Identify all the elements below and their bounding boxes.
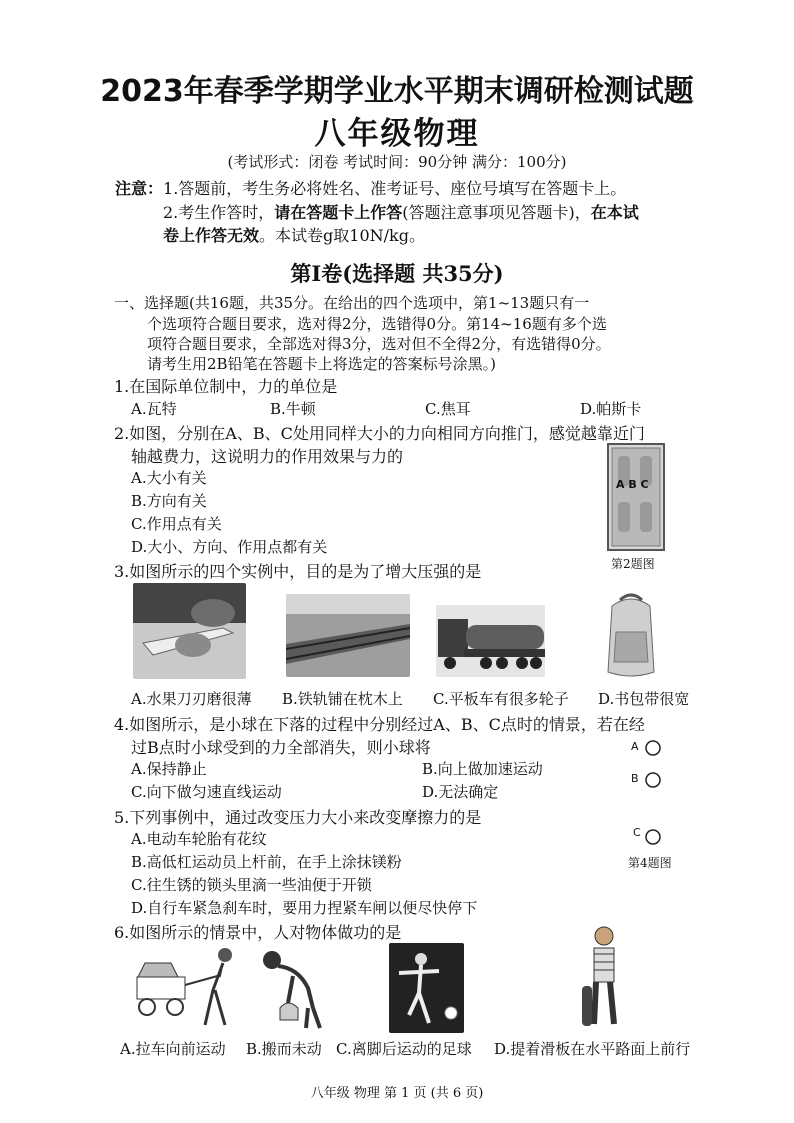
exam-title: 2023年春季学期学业水平期末调研检测试题 (100, 74, 694, 109)
section-intro-1: 一、选择题(共16题，共35分。在给出的四个选项中，第1~13题只有一 (114, 294, 590, 312)
q4-option-d: D.无法确定 (422, 783, 499, 801)
ball-a (644, 739, 662, 757)
point-b-label: B (631, 772, 639, 785)
exam-info: (考试形式：闭卷 考试时间：90分钟 满分：100分) (227, 153, 567, 171)
q3-option-d: D.书包带很宽 (598, 690, 690, 708)
page-footer: 八年级 物理 第 1 页 (共 6 页) (310, 1086, 484, 1101)
ball-c (644, 828, 662, 846)
door-figure (606, 442, 666, 552)
railway-photo (286, 594, 410, 677)
note-2-part: 。本试卷g取10N/kg。 (259, 226, 425, 245)
note-2-emph: 卷上作答无效 (163, 226, 260, 245)
q1-option-c: C.焦耳 (425, 400, 471, 418)
q5-option-b: B.高低杠运动员上杆前，在手上涂抹镁粉 (131, 853, 402, 871)
q5-option-c: C.往生锈的锁头里滴一些油便于开锁 (131, 876, 372, 894)
lift-box-drawing (258, 948, 328, 1030)
q2-option-b: B.方向有关 (131, 492, 207, 510)
q2-stem-2: 轴越费力，这说明力的作用效果与力的 (131, 447, 404, 466)
q1-option-a: A.瓦特 (131, 400, 177, 418)
backpack-photo (598, 592, 664, 680)
q4-stem-1: 4.如图所示，是小球在下落的过程中分别经过A、B、C点时的情景，若在经 (114, 715, 645, 734)
q5-stem: 5.下列事例中，通过改变压力大小来改变摩擦力的是 (114, 808, 482, 827)
section-intro-3: 项符合题目要求，全部选对得3分，选对但不全得2分，有选错得0分。 (147, 335, 611, 353)
q6-option-b: B.搬而未动 (246, 1040, 322, 1058)
q4-option-b: B.向上做加速运动 (422, 760, 543, 778)
subject-title: 八年级物理 (314, 116, 480, 152)
notes-label: 注意： (115, 179, 164, 198)
flatbed-truck-photo (436, 605, 545, 677)
note-2-part: (答题注意事项见答题卡)， (402, 203, 591, 222)
q1-option-b: B.牛顿 (270, 400, 316, 418)
ball-b (644, 771, 662, 789)
notes (115, 176, 626, 199)
q1-stem: 1.在国际单位制中，力的单位是 (114, 377, 338, 396)
section-title: 第Ⅰ卷(选择题 共35分) (290, 261, 504, 286)
q6-option-c: C.离脚后运动的足球 (336, 1040, 472, 1058)
q3-option-c: C.平板车有很多轮子 (433, 690, 569, 708)
note-1: 1.答题前，考生务必将姓名、准考证号、座位号填写在答题卡上。 (163, 179, 627, 198)
note-2-emph: 在本试 (590, 203, 639, 222)
q2-figure-caption: 第2题图 (611, 557, 655, 571)
q6-stem: 6.如图所示的情景中，人对物体做功的是 (114, 923, 402, 942)
q5-option-d: D.自行车紧急刹车时，要用力捏紧车闸以便尽快停下 (131, 899, 478, 917)
q3-stem: 3.如图所示的四个实例中，目的是为了增大压强的是 (114, 562, 482, 581)
pull-cart-drawing (133, 945, 243, 1030)
q2-option-c: C.作用点有关 (131, 515, 222, 533)
q6-option-d: D.提着滑板在水平路面上前行 (494, 1040, 691, 1058)
q1-option-d: D.帕斯卡 (580, 400, 642, 418)
q3-option-a: A.水果刀刃磨很薄 (131, 690, 252, 708)
door-labels: A B C (616, 478, 649, 491)
fruit-knife-photo (133, 583, 246, 679)
football-photo (389, 943, 464, 1033)
q4-option-c: C.向下做匀速直线运动 (131, 783, 282, 801)
note-2-emph: 请在答题卡上作答 (274, 203, 403, 222)
q5-option-a: A.电动车轮胎有花纹 (131, 830, 267, 848)
note-2 (163, 200, 639, 223)
q6-option-a: A.拉车向前运动 (120, 1040, 226, 1058)
q4-option-a: A.保持静止 (131, 760, 207, 778)
point-c-label: C (633, 826, 641, 839)
q2-option-d: D.大小、方向、作用点都有关 (131, 538, 328, 556)
q2-stem-1: 2.如图，分别在A、B、C处用同样大小的力向相同方向推门，感觉越靠近门 (114, 424, 645, 443)
skateboard-man-drawing (580, 924, 630, 1034)
q4-stem-2: 过B点时小球受到的力全部消失，则小球将 (131, 738, 431, 757)
section-intro-2: 个选项符合题目要求，选对得2分，选错得0分。第14~16题有多个选 (147, 315, 607, 333)
note-2-cont (163, 223, 425, 246)
note-2-part: 2.考生作答时， (163, 203, 275, 222)
q3-option-b: B.铁轨铺在枕木上 (282, 690, 403, 708)
q2-option-a: A.大小有关 (131, 469, 207, 487)
q4-figure-caption: 第4题图 (628, 856, 672, 870)
point-a-label: A (631, 740, 639, 753)
section-intro-4: 请考生用2B铅笔在答题卡上将选定的答案标号涂黑。) (147, 355, 496, 373)
